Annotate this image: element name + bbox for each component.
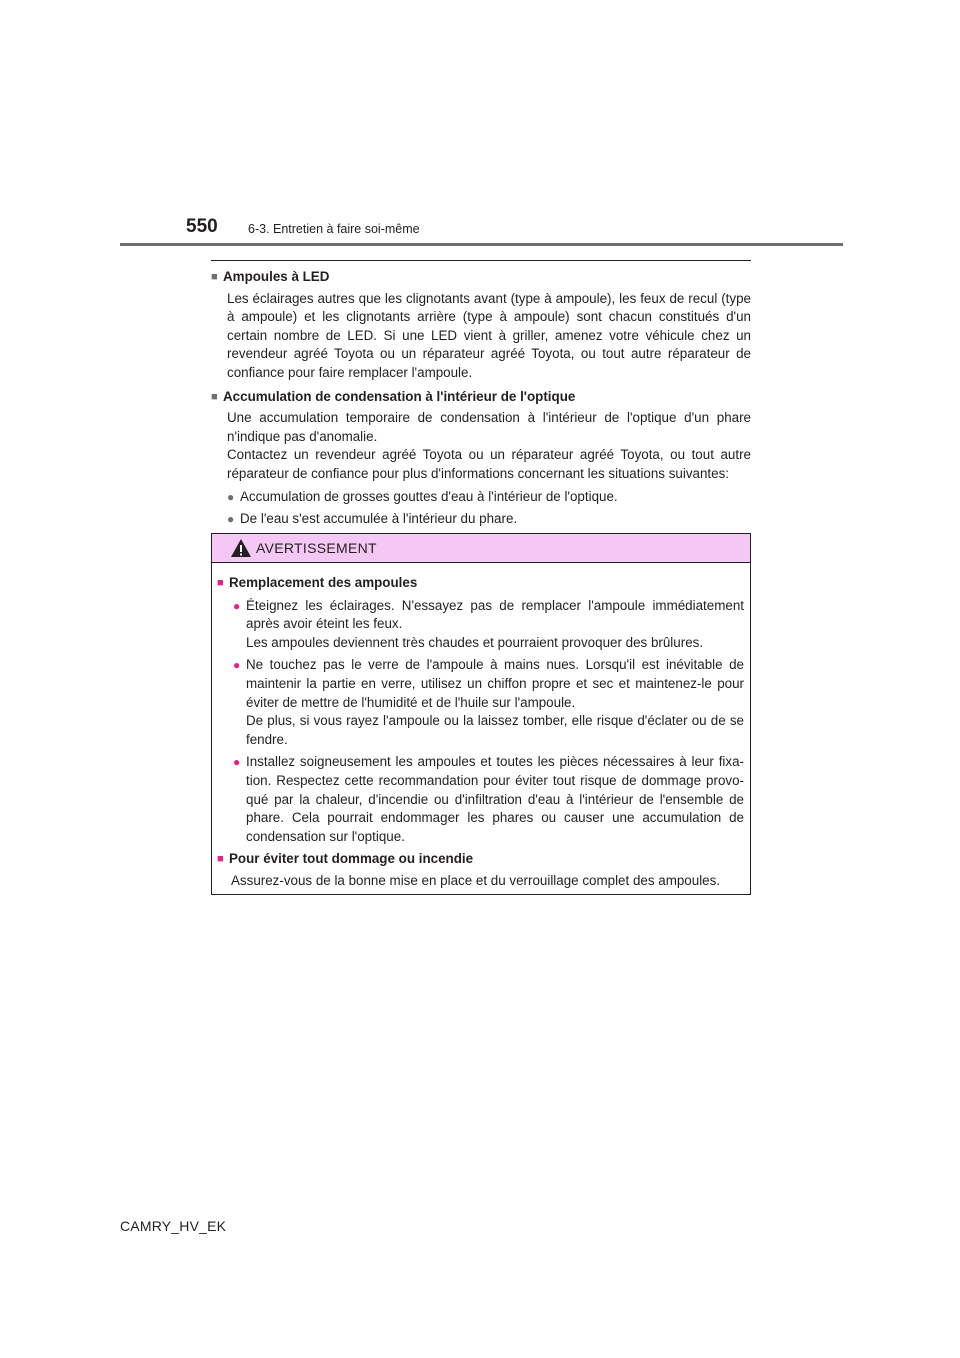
section-condensation (211, 388, 751, 529)
paragraph: Contactez un revendeur agréé Toyota ou un réparateur agréé Toyota, ou tout autre réparateur de confiance pour plus d'informations concernant les situations suivantes: (227, 447, 751, 481)
round-bullet-icon: ● (233, 658, 241, 673)
square-bullet-icon: ■ (217, 853, 224, 866)
warning-title: AVERTISSEMENT (256, 540, 377, 556)
document-code: CAMRY_HV_EK (120, 1218, 227, 1234)
paragraph: Une accumulation temporaire de condensation à l'intérieur de l'optique d'un phare n'indique pas d'anomalie. (227, 410, 751, 444)
square-bullet-icon: ■ (217, 577, 224, 589)
section-heading-text: Accumulation de condensation à l'intérieur de l'optique (223, 388, 576, 404)
round-bullet-icon: ● (233, 755, 241, 770)
warning-triangle-icon (230, 538, 252, 558)
warning-body (212, 563, 750, 891)
warning-section-heading (217, 574, 744, 593)
warning-section-heading (217, 850, 744, 869)
warning-text-line: De plus, si vous rayez l'ampoule ou la laissez tomber, elle risque d'éclater ou de se fendre. (246, 713, 744, 747)
warning-header (212, 534, 750, 563)
warning-list-item (233, 753, 744, 846)
round-bullet-icon: ● (233, 598, 241, 613)
warning-list-item-text (246, 656, 744, 749)
warning-list-item (233, 656, 744, 749)
list-item (227, 488, 751, 507)
square-bullet-icon: ■ (211, 390, 218, 403)
warning-list-item (233, 597, 744, 653)
content-rule (211, 260, 751, 261)
round-bullet-icon: ● (227, 512, 235, 527)
section-heading (211, 268, 751, 287)
warning-list-item-text (246, 597, 744, 653)
warning-list-item-text: Installez soigneusement les ampoules et toutes les pièces nécessaires à leur fixa-tion. Respectez cette recommandation pour éviter tout risque de dommage provo-qué par la chaleur, d'incendie ou d'infiltration d'eau à l'intérieur de l'ensemble de phare. Cela pourrait endommager les phares ou causer une accumulation de condensation sur l'optique. (246, 754, 744, 844)
warning-paragraph: Assurez-vous de la bonne mise en place et du verrouillage complet des ampoules. (231, 872, 721, 888)
main-content (211, 268, 751, 534)
list-item-text: Accumulation de grosses gouttes d'eau à l'intérieur de l'optique. (240, 488, 618, 504)
list-item-text: De l'eau s'est accumulée à l'intérieur du phare. (240, 511, 518, 527)
section-heading-text: Ampoules à LED (223, 269, 330, 284)
section-title: 6-3. Entretien à faire soi-même (248, 222, 420, 236)
paragraph: Les éclairages autres que les clignotants avant (type à ampoule), les feux de recul (type à ampoule) et les clignotants arrière (type à ampoule) sont chacun constitués d'un certain nombre de LED. Si une LED vient à griller, amenez votre véhicule chez un revendeur agréé Toyota ou un réparateur agréé Toyota, ou tout autre réparateur de confiance pour faire remplacer l'ampoule. (227, 290, 751, 380)
warning-text-line: Ne touchez pas le verre de l'ampoule à mains nues. Lorsqu'il est inévitable de maintenir la partie en verre, utilisez un chiffon propre et sec et maintenez-le pour éviter de mettre de l'humidité et de l'huile sur l'ampoule. (246, 657, 744, 710)
list-item (227, 510, 751, 529)
warning-section-heading-text: Remplacement des ampoules (229, 575, 418, 590)
warning-text-line: Éteignez les éclairages. N'essayez pas de remplacer l'ampoule immédiatement après avoir éteint les feux. (246, 597, 744, 632)
warning-box (211, 533, 751, 895)
header-rule (120, 243, 843, 246)
warning-section-heading-text: Pour éviter tout dommage ou incendie (229, 851, 474, 867)
section-led (211, 268, 751, 383)
square-bullet-icon: ■ (211, 271, 218, 283)
warning-text-line: Les ampoules deviennent très chaudes et pourraient provoquer des brûlures. (246, 634, 704, 650)
page-number: 550 (186, 216, 218, 237)
section-heading (211, 388, 751, 407)
round-bullet-icon: ● (227, 489, 235, 504)
